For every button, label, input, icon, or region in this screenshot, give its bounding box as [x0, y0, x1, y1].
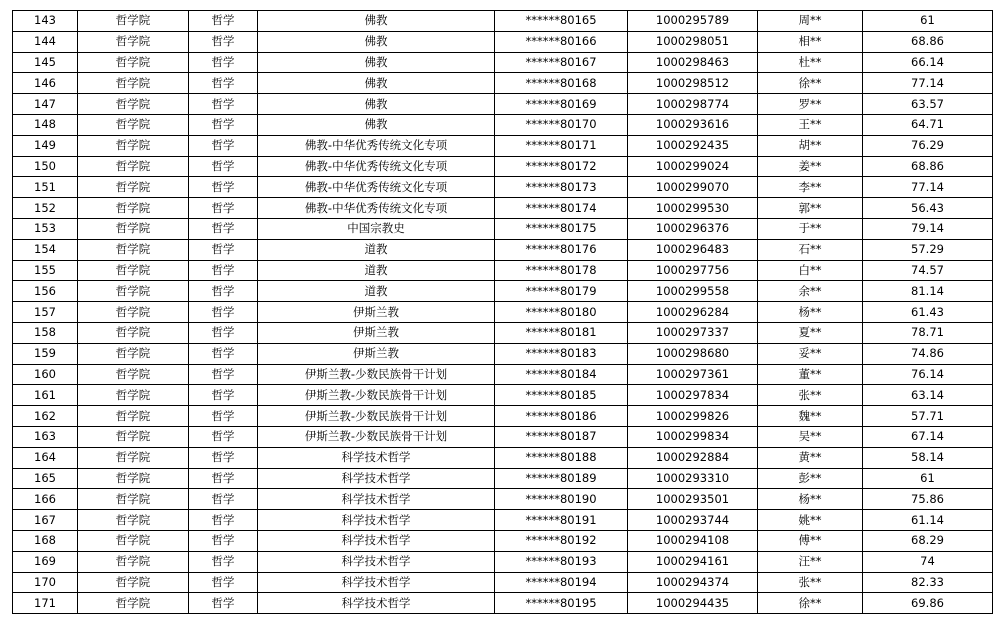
applicant-no-cell: 1000293744	[628, 510, 758, 531]
exam-id-cell: ******80189	[495, 468, 628, 489]
score-cell: 68.86	[863, 156, 993, 177]
exam-id-cell: ******80167	[495, 52, 628, 73]
applicant-no-cell: 1000299024	[628, 156, 758, 177]
name-cell: 于**	[758, 218, 863, 239]
discipline-cell: 哲学	[189, 11, 258, 32]
row-number-cell: 171	[13, 593, 78, 614]
row-number-cell: 166	[13, 489, 78, 510]
discipline-cell: 哲学	[189, 177, 258, 198]
college-cell: 哲学院	[78, 447, 189, 468]
table-row	[13, 260, 993, 281]
score-cell: 68.29	[863, 530, 993, 551]
college-cell: 哲学院	[78, 530, 189, 551]
score-cell: 68.86	[863, 31, 993, 52]
college-cell: 哲学院	[78, 322, 189, 343]
name-cell: 魏**	[758, 406, 863, 427]
exam-id-cell: ******80186	[495, 406, 628, 427]
name-cell: 董**	[758, 364, 863, 385]
college-cell: 哲学院	[78, 302, 189, 323]
applicant-no-cell: 1000293616	[628, 114, 758, 135]
score-cell: 76.14	[863, 364, 993, 385]
major-cell: 道教	[258, 281, 495, 302]
college-cell: 哲学院	[78, 114, 189, 135]
major-cell: 科学技术哲学	[258, 510, 495, 531]
college-cell: 哲学院	[78, 364, 189, 385]
major-cell: 伊斯兰教-少数民族骨干计划	[258, 406, 495, 427]
row-number-cell: 168	[13, 530, 78, 551]
discipline-cell: 哲学	[189, 385, 258, 406]
name-cell: 张**	[758, 572, 863, 593]
major-cell: 伊斯兰教	[258, 343, 495, 364]
table-row	[13, 156, 993, 177]
table-row	[13, 218, 993, 239]
table-row	[13, 114, 993, 135]
major-cell: 伊斯兰教-少数民族骨干计划	[258, 385, 495, 406]
applicant-no-cell: 1000294161	[628, 551, 758, 572]
exam-id-cell: ******80166	[495, 31, 628, 52]
exam-id-cell: ******80174	[495, 198, 628, 219]
major-cell: 科学技术哲学	[258, 530, 495, 551]
discipline-cell: 哲学	[189, 551, 258, 572]
discipline-cell: 哲学	[189, 364, 258, 385]
name-cell: 姜**	[758, 156, 863, 177]
college-cell: 哲学院	[78, 593, 189, 614]
table-row	[13, 239, 993, 260]
applicant-no-cell: 1000298051	[628, 31, 758, 52]
name-cell: 杨**	[758, 302, 863, 323]
score-cell: 66.14	[863, 52, 993, 73]
name-cell: 李**	[758, 177, 863, 198]
row-number-cell: 144	[13, 31, 78, 52]
applicant-no-cell: 1000297834	[628, 385, 758, 406]
table-row	[13, 426, 993, 447]
major-cell: 佛教	[258, 73, 495, 94]
name-cell: 徐**	[758, 73, 863, 94]
name-cell: 杜**	[758, 52, 863, 73]
exam-id-cell: ******80191	[495, 510, 628, 531]
exam-id-cell: ******80184	[495, 364, 628, 385]
major-cell: 佛教	[258, 94, 495, 115]
row-number-cell: 163	[13, 426, 78, 447]
score-cell: 81.14	[863, 281, 993, 302]
exam-id-cell: ******80179	[495, 281, 628, 302]
exam-id-cell: ******80185	[495, 385, 628, 406]
applicant-no-cell: 1000298680	[628, 343, 758, 364]
applicant-no-cell: 1000297756	[628, 260, 758, 281]
college-cell: 哲学院	[78, 281, 189, 302]
name-cell: 吴**	[758, 426, 863, 447]
major-cell: 佛教	[258, 114, 495, 135]
name-cell: 傅**	[758, 530, 863, 551]
score-cell: 78.71	[863, 322, 993, 343]
score-cell: 61	[863, 11, 993, 32]
discipline-cell: 哲学	[189, 593, 258, 614]
exam-id-cell: ******80180	[495, 302, 628, 323]
discipline-cell: 哲学	[189, 198, 258, 219]
table-row	[13, 177, 993, 198]
row-number-cell: 156	[13, 281, 78, 302]
applicant-no-cell: 1000293501	[628, 489, 758, 510]
exam-id-cell: ******80181	[495, 322, 628, 343]
exam-id-cell: ******80193	[495, 551, 628, 572]
exam-id-cell: ******80190	[495, 489, 628, 510]
college-cell: 哲学院	[78, 468, 189, 489]
row-number-cell: 169	[13, 551, 78, 572]
discipline-cell: 哲学	[189, 510, 258, 531]
college-cell: 哲学院	[78, 510, 189, 531]
exam-id-cell: ******80170	[495, 114, 628, 135]
college-cell: 哲学院	[78, 31, 189, 52]
score-cell: 57.29	[863, 239, 993, 260]
name-cell: 白**	[758, 260, 863, 281]
exam-id-cell: ******80176	[495, 239, 628, 260]
table-row	[13, 447, 993, 468]
college-cell: 哲学院	[78, 11, 189, 32]
major-cell: 伊斯兰教-少数民族骨干计划	[258, 364, 495, 385]
discipline-cell: 哲学	[189, 260, 258, 281]
name-cell: 姚**	[758, 510, 863, 531]
major-cell: 道教	[258, 260, 495, 281]
discipline-cell: 哲学	[189, 156, 258, 177]
exam-id-cell: ******80168	[495, 73, 628, 94]
table-row	[13, 593, 993, 614]
college-cell: 哲学院	[78, 156, 189, 177]
table-row	[13, 94, 993, 115]
applicant-no-cell: 1000299558	[628, 281, 758, 302]
applicant-no-cell: 1000296284	[628, 302, 758, 323]
row-number-cell: 145	[13, 52, 78, 73]
score-cell: 67.14	[863, 426, 993, 447]
row-number-cell: 151	[13, 177, 78, 198]
applicant-no-cell: 1000296483	[628, 239, 758, 260]
discipline-cell: 哲学	[189, 343, 258, 364]
major-cell: 科学技术哲学	[258, 551, 495, 572]
name-cell: 相**	[758, 31, 863, 52]
college-cell: 哲学院	[78, 385, 189, 406]
discipline-cell: 哲学	[189, 52, 258, 73]
applicant-no-cell: 1000298512	[628, 73, 758, 94]
college-cell: 哲学院	[78, 343, 189, 364]
table-row	[13, 572, 993, 593]
row-number-cell: 159	[13, 343, 78, 364]
table-row	[13, 385, 993, 406]
admission-list-table	[12, 10, 993, 614]
table-row	[13, 551, 993, 572]
table-row	[13, 364, 993, 385]
major-cell: 科学技术哲学	[258, 593, 495, 614]
row-number-cell: 155	[13, 260, 78, 281]
discipline-cell: 哲学	[189, 73, 258, 94]
discipline-cell: 哲学	[189, 426, 258, 447]
major-cell: 道教	[258, 239, 495, 260]
row-number-cell: 150	[13, 156, 78, 177]
applicant-no-cell: 1000299834	[628, 426, 758, 447]
exam-id-cell: ******80194	[495, 572, 628, 593]
table-row	[13, 468, 993, 489]
exam-id-cell: ******80183	[495, 343, 628, 364]
discipline-cell: 哲学	[189, 572, 258, 593]
name-cell: 王**	[758, 114, 863, 135]
major-cell: 科学技术哲学	[258, 468, 495, 489]
applicant-no-cell: 1000297337	[628, 322, 758, 343]
name-cell: 周**	[758, 11, 863, 32]
score-cell: 75.86	[863, 489, 993, 510]
applicant-no-cell: 1000298774	[628, 94, 758, 115]
discipline-cell: 哲学	[189, 94, 258, 115]
name-cell: 妥**	[758, 343, 863, 364]
discipline-cell: 哲学	[189, 447, 258, 468]
discipline-cell: 哲学	[189, 468, 258, 489]
table-row	[13, 198, 993, 219]
college-cell: 哲学院	[78, 177, 189, 198]
score-cell: 64.71	[863, 114, 993, 135]
discipline-cell: 哲学	[189, 218, 258, 239]
score-cell: 61.14	[863, 510, 993, 531]
discipline-cell: 哲学	[189, 31, 258, 52]
score-cell: 61.43	[863, 302, 993, 323]
score-cell: 74	[863, 551, 993, 572]
exam-id-cell: ******80165	[495, 11, 628, 32]
college-cell: 哲学院	[78, 239, 189, 260]
table-row	[13, 11, 993, 32]
discipline-cell: 哲学	[189, 239, 258, 260]
discipline-cell: 哲学	[189, 489, 258, 510]
score-cell: 56.43	[863, 198, 993, 219]
major-cell: 佛教	[258, 31, 495, 52]
exam-id-cell: ******80187	[495, 426, 628, 447]
applicant-no-cell: 1000299070	[628, 177, 758, 198]
college-cell: 哲学院	[78, 489, 189, 510]
table-row	[13, 52, 993, 73]
major-cell: 佛教	[258, 11, 495, 32]
college-cell: 哲学院	[78, 572, 189, 593]
college-cell: 哲学院	[78, 218, 189, 239]
row-number-cell: 158	[13, 322, 78, 343]
major-cell: 伊斯兰教	[258, 322, 495, 343]
exam-id-cell: ******80175	[495, 218, 628, 239]
applicant-no-cell: 1000294374	[628, 572, 758, 593]
row-number-cell: 165	[13, 468, 78, 489]
row-number-cell: 148	[13, 114, 78, 135]
college-cell: 哲学院	[78, 73, 189, 94]
name-cell: 杨**	[758, 489, 863, 510]
college-cell: 哲学院	[78, 426, 189, 447]
major-cell: 伊斯兰教	[258, 302, 495, 323]
row-number-cell: 164	[13, 447, 78, 468]
row-number-cell: 153	[13, 218, 78, 239]
name-cell: 郭**	[758, 198, 863, 219]
applicant-no-cell: 1000294108	[628, 530, 758, 551]
score-cell: 82.33	[863, 572, 993, 593]
college-cell: 哲学院	[78, 260, 189, 281]
table-row	[13, 73, 993, 94]
exam-id-cell: ******80192	[495, 530, 628, 551]
exam-id-cell: ******80173	[495, 177, 628, 198]
applicant-no-cell: 1000292884	[628, 447, 758, 468]
score-cell: 74.57	[863, 260, 993, 281]
college-cell: 哲学院	[78, 198, 189, 219]
major-cell: 佛教-中华优秀传统文化专项	[258, 156, 495, 177]
table-row	[13, 31, 993, 52]
row-number-cell: 143	[13, 11, 78, 32]
table-row	[13, 302, 993, 323]
table-row	[13, 530, 993, 551]
college-cell: 哲学院	[78, 52, 189, 73]
row-number-cell: 170	[13, 572, 78, 593]
row-number-cell: 146	[13, 73, 78, 94]
major-cell: 科学技术哲学	[258, 447, 495, 468]
exam-id-cell: ******80178	[495, 260, 628, 281]
row-number-cell: 154	[13, 239, 78, 260]
name-cell: 汪**	[758, 551, 863, 572]
table-row	[13, 489, 993, 510]
major-cell: 佛教-中华优秀传统文化专项	[258, 177, 495, 198]
major-cell: 佛教-中华优秀传统文化专项	[258, 198, 495, 219]
score-cell: 79.14	[863, 218, 993, 239]
score-cell: 63.57	[863, 94, 993, 115]
table-row	[13, 343, 993, 364]
discipline-cell: 哲学	[189, 406, 258, 427]
applicant-no-cell: 1000295789	[628, 11, 758, 32]
row-number-cell: 161	[13, 385, 78, 406]
row-number-cell: 149	[13, 135, 78, 156]
table-body	[13, 11, 993, 614]
name-cell: 胡**	[758, 135, 863, 156]
exam-id-cell: ******80172	[495, 156, 628, 177]
college-cell: 哲学院	[78, 551, 189, 572]
name-cell: 黄**	[758, 447, 863, 468]
applicant-no-cell: 1000298463	[628, 52, 758, 73]
major-cell: 中国宗教史	[258, 218, 495, 239]
applicant-no-cell: 1000299826	[628, 406, 758, 427]
exam-id-cell: ******80195	[495, 593, 628, 614]
score-cell: 77.14	[863, 73, 993, 94]
name-cell: 罗**	[758, 94, 863, 115]
applicant-no-cell: 1000296376	[628, 218, 758, 239]
major-cell: 佛教-中华优秀传统文化专项	[258, 135, 495, 156]
score-cell: 76.29	[863, 135, 993, 156]
row-number-cell: 157	[13, 302, 78, 323]
name-cell: 石**	[758, 239, 863, 260]
name-cell: 彭**	[758, 468, 863, 489]
major-cell: 科学技术哲学	[258, 489, 495, 510]
college-cell: 哲学院	[78, 406, 189, 427]
table-row	[13, 281, 993, 302]
discipline-cell: 哲学	[189, 302, 258, 323]
applicant-no-cell: 1000292435	[628, 135, 758, 156]
table-row	[13, 510, 993, 531]
table-row	[13, 406, 993, 427]
discipline-cell: 哲学	[189, 114, 258, 135]
discipline-cell: 哲学	[189, 530, 258, 551]
score-cell: 57.71	[863, 406, 993, 427]
table-row	[13, 135, 993, 156]
college-cell: 哲学院	[78, 94, 189, 115]
name-cell: 张**	[758, 385, 863, 406]
score-cell: 61	[863, 468, 993, 489]
row-number-cell: 162	[13, 406, 78, 427]
row-number-cell: 147	[13, 94, 78, 115]
applicant-no-cell: 1000299530	[628, 198, 758, 219]
applicant-no-cell: 1000293310	[628, 468, 758, 489]
name-cell: 徐**	[758, 593, 863, 614]
table-row	[13, 322, 993, 343]
applicant-no-cell: 1000294435	[628, 593, 758, 614]
row-number-cell: 160	[13, 364, 78, 385]
college-cell: 哲学院	[78, 135, 189, 156]
score-cell: 63.14	[863, 385, 993, 406]
major-cell: 伊斯兰教-少数民族骨干计划	[258, 426, 495, 447]
score-cell: 74.86	[863, 343, 993, 364]
major-cell: 科学技术哲学	[258, 572, 495, 593]
discipline-cell: 哲学	[189, 135, 258, 156]
applicant-no-cell: 1000297361	[628, 364, 758, 385]
exam-id-cell: ******80188	[495, 447, 628, 468]
exam-id-cell: ******80171	[495, 135, 628, 156]
row-number-cell: 167	[13, 510, 78, 531]
score-cell: 77.14	[863, 177, 993, 198]
score-cell: 58.14	[863, 447, 993, 468]
score-cell: 69.86	[863, 593, 993, 614]
major-cell: 佛教	[258, 52, 495, 73]
row-number-cell: 152	[13, 198, 78, 219]
name-cell: 夏**	[758, 322, 863, 343]
discipline-cell: 哲学	[189, 281, 258, 302]
discipline-cell: 哲学	[189, 322, 258, 343]
name-cell: 余**	[758, 281, 863, 302]
exam-id-cell: ******80169	[495, 94, 628, 115]
